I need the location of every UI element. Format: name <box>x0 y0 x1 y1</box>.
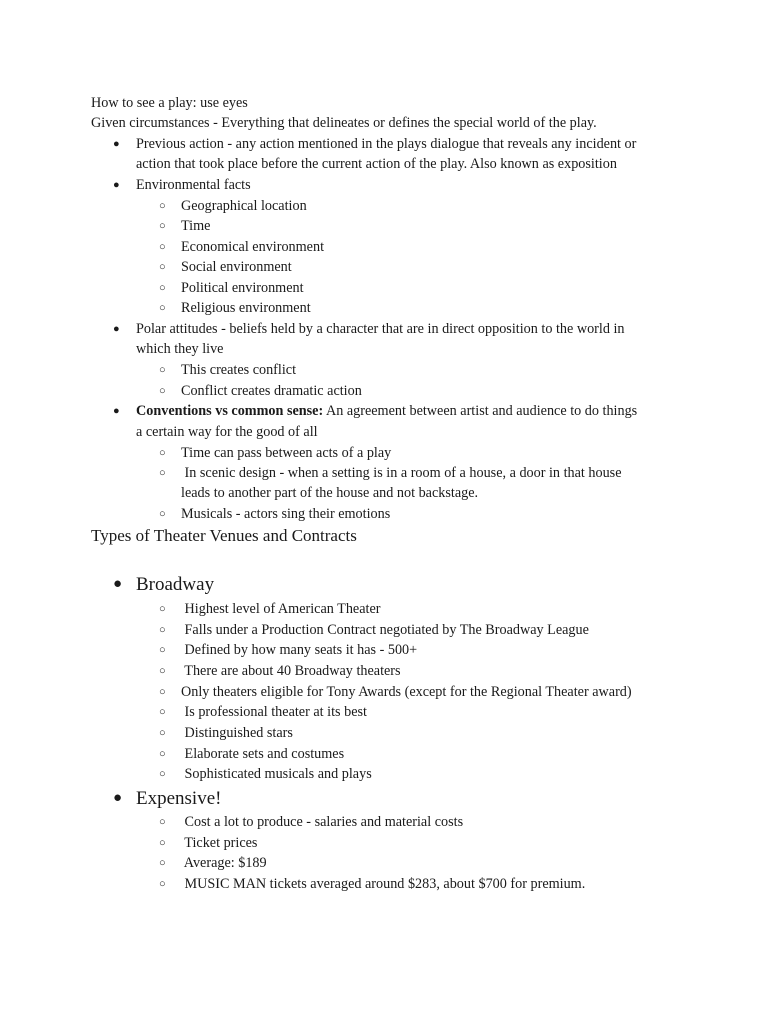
env-item: Social environment <box>181 259 292 275</box>
broadway-item: Elaborate sets and costumes <box>181 746 345 762</box>
circle-bullet-icon: ○ <box>159 837 166 849</box>
circle-bullet-icon: ○ <box>159 706 166 718</box>
circle-bullet-icon: ○ <box>159 241 166 253</box>
circle-bullet-icon: ○ <box>159 385 166 397</box>
circle-bullet-icon: ○ <box>159 302 166 314</box>
polar-attitudes-line-1: Polar attitudes - beliefs held by a character that are in direct opposition to the world in <box>136 321 625 337</box>
conventions-sub-item: In scenic design - when a setting is in a room of a house, a door in that house <box>181 465 622 481</box>
circle-bullet-icon: ○ <box>159 447 166 459</box>
broadway-item: Is professional theater at its best <box>181 704 367 720</box>
circle-bullet-icon: ○ <box>159 261 166 273</box>
broadway-item: Falls under a Production Contract negotiated by The Broadway League <box>181 622 589 638</box>
expensive-item: Average: $189 <box>181 855 267 871</box>
broadway-item: There are about 40 Broadway theaters <box>181 663 401 679</box>
bullet-icon: ● <box>113 179 120 191</box>
circle-bullet-icon: ○ <box>159 816 166 828</box>
conventions-line-1 <box>136 401 637 421</box>
polar-attitudes-line-2: which they live <box>136 341 224 357</box>
bullet-icon: ● <box>113 790 123 806</box>
conventions-sub-item-cont: leads to another part of the house and not backstage. <box>181 485 479 501</box>
expensive-item: Cost a lot to produce - salaries and material costs <box>181 814 464 830</box>
expensive-heading: Expensive! <box>136 788 222 809</box>
polar-sub-item: This creates conflict <box>181 362 297 378</box>
given-circumstances-line: Given circumstances - Everything that delineates or defines the special world of the play. <box>91 115 597 131</box>
circle-bullet-icon: ○ <box>159 467 166 479</box>
circle-bullet-icon: ○ <box>159 878 166 890</box>
bullet-icon: ● <box>113 576 123 592</box>
previous-action-line-2: action that took place before the current action of the play. Also known as exposition <box>136 156 617 172</box>
section-heading: Types of Theater Venues and Contracts <box>91 526 357 545</box>
circle-bullet-icon: ○ <box>159 768 166 780</box>
circle-bullet-icon: ○ <box>159 686 166 698</box>
conventions-sub-item: Time can pass between acts of a play <box>181 445 392 461</box>
circle-bullet-icon: ○ <box>159 603 166 615</box>
circle-bullet-icon: ○ <box>159 748 166 760</box>
broadway-item: Defined by how many seats it has - 500+ <box>181 642 418 658</box>
bullet-icon: ● <box>113 138 120 150</box>
circle-bullet-icon: ○ <box>159 624 166 636</box>
conventions-line-2: a certain way for the good of all <box>136 424 318 440</box>
bullet-icon: ● <box>113 323 120 335</box>
previous-action-line-1: Previous action - any action mentioned in the plays dialogue that reveals any incident or <box>136 136 637 152</box>
env-item: Religious environment <box>181 300 311 316</box>
circle-bullet-icon: ○ <box>159 857 166 869</box>
polar-sub-item: Conflict creates dramatic action <box>181 383 362 399</box>
env-item: Time <box>181 218 211 234</box>
conventions-sub-item: Musicals - actors sing their emotions <box>181 506 391 522</box>
circle-bullet-icon: ○ <box>159 508 166 520</box>
env-item: Geographical location <box>181 198 307 214</box>
broadway-item: Only theaters eligible for Tony Awards (except for the Regional Theater award) <box>181 684 632 700</box>
conventions-term: Conventions vs common sense: <box>136 403 324 419</box>
circle-bullet-icon: ○ <box>159 665 166 677</box>
circle-bullet-icon: ○ <box>159 644 166 656</box>
broadway-item: Sophisticated musicals and plays <box>181 766 372 782</box>
broadway-item: Highest level of American Theater <box>181 601 381 617</box>
circle-bullet-icon: ○ <box>159 282 166 294</box>
expensive-item: MUSIC MAN tickets averaged around $283, about $700 for premium. <box>181 876 586 892</box>
intro-line: How to see a play: use eyes <box>91 95 248 111</box>
bullet-icon: ● <box>113 405 120 417</box>
broadway-heading: Broadway <box>136 574 215 595</box>
circle-bullet-icon: ○ <box>159 727 166 739</box>
env-item: Political environment <box>181 280 304 296</box>
broadway-item: Distinguished stars <box>181 725 293 741</box>
environmental-facts: Environmental facts <box>136 177 251 193</box>
circle-bullet-icon: ○ <box>159 200 166 212</box>
expensive-item: Ticket prices <box>181 835 258 851</box>
env-item: Economical environment <box>181 239 325 255</box>
circle-bullet-icon: ○ <box>159 220 166 232</box>
conventions-definition: An agreement between artist and audience to do things <box>323 403 638 419</box>
circle-bullet-icon: ○ <box>159 364 166 376</box>
